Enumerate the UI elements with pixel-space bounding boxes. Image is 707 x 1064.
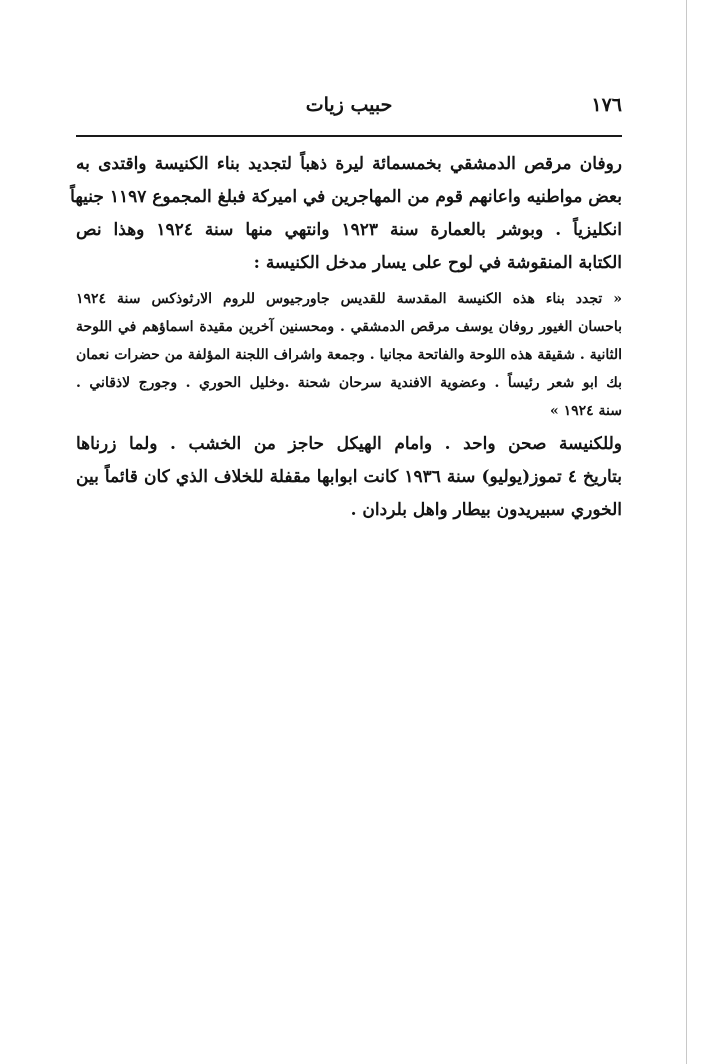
paragraph-line: انكليزياً . وبوشر بالعمارة سنة ١٩٢٣ وانتهي منها سنة ١٩٢٤ وهذا نص	[76, 220, 623, 240]
paragraph-line: الكتابة المنقوشة في لوح على يسار مدخل الكنيسة :	[253, 253, 622, 273]
paragraph-line: بتاريخ ٤ تموز(يوليو) سنة ١٩٣٦ كانت ابوابها مقفلة للخلاف الذي كان قائماً بين	[76, 467, 622, 487]
paragraph-line: روفان مرقص الدمشقي بخمسمائة ليرة ذهباً لتجديد بناء الكنيسة واقتدى به	[76, 154, 622, 174]
inscription-line: « تجدد بناء هذه الكنيسة المقدسة للقديس جاورجيوس للروم الارثوذكس سنة ١٩٢٤	[76, 291, 622, 307]
inscription-line: بك ابو شعر رئيساً . وعضوية الافندية سرحان شحنة .وخليل الحوري . وجورج لاذقاني .	[76, 375, 622, 391]
page-header	[76, 90, 622, 124]
inscription-line: الثانية . شقيقة هذه اللوحة والفاتحة مجانيا . وجمعة واشراف اللجنة المؤلفة من حضرات نعمان	[76, 347, 622, 363]
body-paragraph-1	[70, 148, 623, 280]
paragraph-line: بعض مواطنيه واعانهم قوم من المهاجرين في اميركة فبلغ المجموع ١١٩٧ جنيهاً	[70, 187, 622, 207]
scan-edge-line	[686, 0, 687, 1064]
body-paragraph-2	[76, 428, 622, 527]
paragraph-line: الخوري سبيريدون بيطار واهل بلردان .	[350, 500, 622, 520]
header-rule	[76, 135, 622, 137]
page-number: ١٧٦	[591, 94, 622, 116]
paragraph-line: وللكنيسة صحن واحد . وامام الهيكل حاجز من الخشب . ولما زرناها	[76, 434, 622, 454]
inscription-line: باحسان الغيور روفان يوسف مرقص الدمشقي . ومحسنين آخرين مقيدة اسماؤهم في اللوحة	[76, 319, 622, 335]
inscription-quote	[76, 285, 622, 425]
running-title: حبيب زيات	[305, 94, 393, 116]
inscription-line: سنة ١٩٢٤ »	[549, 403, 622, 419]
